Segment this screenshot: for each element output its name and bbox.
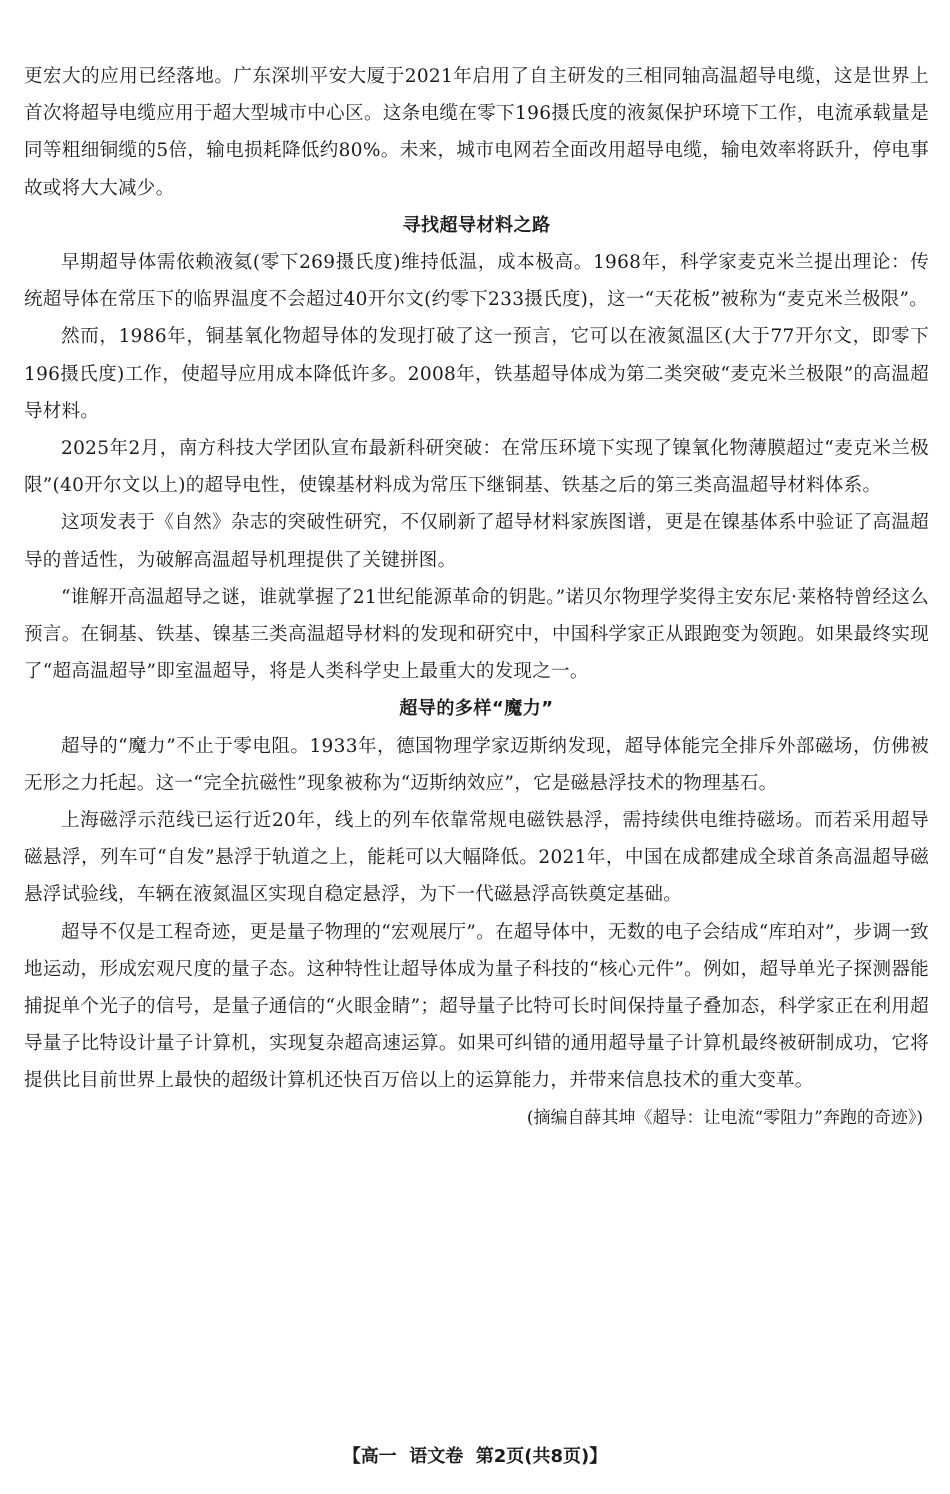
paragraph: 2025年2月，南方科技大学团队宣布最新科研突破：在常压环境下实现了镍氧化物薄膜超过“麦克米兰极限”(40开尔文以上)的超导电性，使镍基材料成为常压下继铜基、铁基之后的第三类高温超导材料体系。 — [24, 438, 929, 497]
source-citation: (摘编自薛其坤《超导：让电流“零阻力”奔跑的奇迹》) — [526, 1107, 923, 1128]
paragraph: 然而，1986年，铜基氧化物超导体的发现打破了这一预言，它可以在液氮温区(大于77开尔文，即零下196摄氏度)工作，使超导应用成本降低许多。2008年，铁基超导体成为第二类突破“麦克米兰极限”的高温超导材料。 — [24, 326, 929, 422]
footer-subject: 语文卷 — [409, 1446, 464, 1467]
section-heading-1: 寻找超导材料之路 — [402, 214, 551, 236]
page-footer — [0, 1443, 950, 1471]
paragraph: 早期超导体需依赖液氦(零下269摄氏度)维持低温，成本极高。1968年，科学家麦克米兰提出理论：传统超导体在常压下的临界温度不会超过40开尔文(约零下233摄氏度)，这一“天花板”被称为“麦克米兰极限”。 — [24, 252, 929, 311]
paragraph-intro: 更宏大的应用已经落地。广东深圳平安大厦于2021年启用了自主研发的三相同轴高温超导电缆，这是世界上首次将超导电缆应用于超大型城市中心区。这条电缆在零下196摄氏度的液氮保护环境下工作，电流承载量是同等粗细铜缆的5倍，输电损耗降低约80%。未来，城市电网若全面改用超导电缆，输电效率将跃升，停电事故或将大大减少。 — [24, 66, 929, 199]
paragraph: 超导的“魔力”不止于零电阻。1933年，德国物理学家迈斯纳发现，超导体能完全排斥外部磁场，仿佛被无形之力托起。这一“完全抗磁性”现象被称为“迈斯纳效应”，它是磁悬浮技术的物理基石。 — [24, 735, 929, 794]
footer-page-number: 第2页(共8页) — [475, 1446, 590, 1467]
paragraph: 上海磁浮示范线已运行近20年，线上的列车依靠常规电磁铁悬浮，需持续供电维持磁场。而若采用超导磁悬浮，列车可“自发”悬浮于轨道之上，能耗可以大幅降低。2021年，中国在成都建成全球首条高温超导磁悬浮试验线，车辆在液氮温区实现自稳定悬浮，为下一代磁悬浮高铁奠定基础。 — [24, 810, 929, 906]
paragraph: “谁解开高温超导之谜，谁就掌握了21世纪能源革命的钥匙。”诺贝尔物理学奖得主安东尼·莱格特曾经这么预言。在铜基、铁基、镍基三类高温超导材料的发现和研究中，中国科学家正从跟跑变为领跑。如果最终实现了“超高温超导”即室温超导，将是人类科学史上最重大的发现之一。 — [24, 586, 929, 683]
footer-bracket-close: 】 — [589, 1446, 608, 1467]
article-body — [24, 58, 929, 1137]
section-heading-2: 超导的多样“魔力” — [399, 698, 554, 720]
footer-grade: 高一 — [360, 1446, 397, 1467]
paragraph: 这项发表于《自然》杂志的突破性研究，不仅刷新了超导材料家族图谱，更是在镍基体系中验证了高温超导的普适性，为破解高温超导机理提供了关键拼图。 — [24, 512, 929, 571]
footer-bracket-open: 【 — [342, 1446, 361, 1467]
paragraph: 超导不仅是工程奇迹，更是量子物理的“宏观展厅”。在超导体中，无数的电子会结成“库珀对”，步调一致地运动，形成宏观尺度的量子态。这种特性让超导体成为量子科技的“核心元件”。例如，超导单光子探测器能捕捉单个光子的信号，是量子通信的“火眼金睛”；超导量子比特可长时间保持量子叠加态，科学家正在利用超导量子比特设计量子计算机，实现复杂超高速运算。如果可纠错的通用超导量子计算机最终被研制成功，它将提供比目前世界上最快的超级计算机还快百万倍以上的运算能力，并带来信息技术的重大变革。 — [24, 921, 929, 1092]
